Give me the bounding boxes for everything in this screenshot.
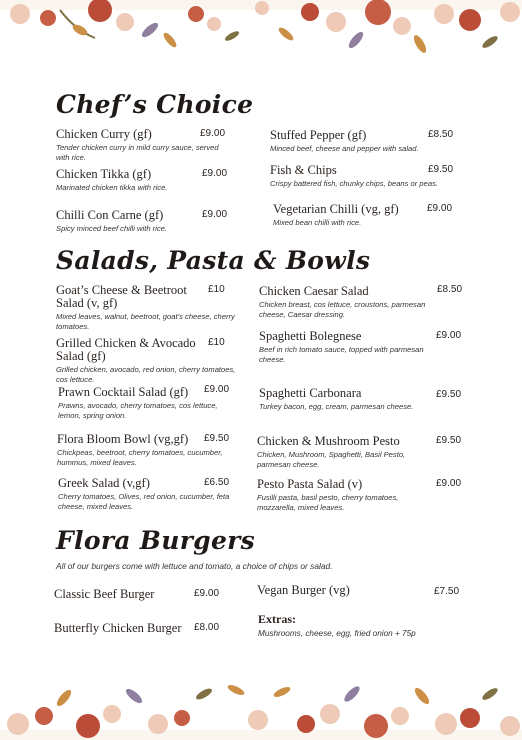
item-price: £9.00: [200, 128, 226, 139]
item-description: Cherry tomatoes, Olives, red onion, cucumber, feta cheese, mixed leaves.: [58, 492, 230, 511]
item-price: £9.00: [427, 203, 453, 214]
item-description: Spicy minced beef chilli with rice.: [56, 224, 167, 233]
item-description: Prawns, avocado, cherry tomatoes, cos lettuce, lemon, spring onion.: [58, 401, 218, 420]
section-title-burgers: Flora Burgers: [56, 526, 256, 555]
menu-item: [58, 477, 238, 512]
item-description: Turkey bacon, egg, cream, parmesan cheese.: [259, 402, 414, 411]
menu-item: [56, 209, 231, 234]
item-description: Minced beef, cheese and pepper with salad.: [270, 144, 419, 153]
item-description: Grilled chicken, avocado, red onion, cherry tomatoes, cos lettuce.: [56, 365, 236, 384]
menu-item: [54, 622, 224, 635]
item-name: Chicken Caesar Salad: [259, 284, 369, 298]
section-title-chefs-choice: Chef’s Choice: [56, 90, 254, 119]
item-description: Chickpeas, beetroot, cherry tomatoes, cucumber, hummus, mixed leaves.: [57, 448, 223, 467]
item-description: Marinated chicken tikka with rice.: [56, 183, 168, 192]
item-name: Prawn Cocktail Salad (gf): [58, 385, 189, 399]
menu-item: [56, 168, 231, 193]
item-name: Spaghetti Carbonara: [259, 386, 362, 400]
extras-text: Mushrooms, cheese, egg, fried onion + 75p: [258, 629, 416, 638]
menu-item: [58, 386, 238, 421]
section-title-salads: Salads, Pasta & Bowls: [56, 246, 371, 275]
item-name: Goat’s Cheese & Beetroot Salad (v, gf): [56, 283, 187, 310]
item-price: £9.00: [436, 478, 462, 489]
menu-item: [270, 129, 456, 154]
item-price: £9.00: [436, 330, 462, 341]
item-description: Fusilli pasta, basil pesto, cherry tomatoes, mozzarella, mixed leaves.: [257, 493, 399, 512]
menu-item: [56, 128, 231, 163]
item-price: £8.00: [194, 622, 220, 633]
item-price: £7.50: [434, 586, 460, 597]
item-description: Chicken breast, cos lettuce, croustons, parmesan cheese, Caesar dressing.: [259, 300, 426, 319]
menu-item: [270, 164, 456, 189]
item-price: £9.50: [204, 433, 230, 444]
top-floral-border: [0, 0, 522, 70]
item-name: Fish & Chips: [270, 163, 337, 177]
item-description: Crispy battered fish, chunky chips, beans or peas.: [270, 179, 438, 188]
menu-item: [259, 330, 464, 365]
item-name: Flora Bloom Bowl (vg,gf): [57, 432, 189, 446]
item-description: Mixed bean chilli with rice.: [273, 218, 362, 227]
item-description: Mixed leaves, walnut, beetroot, goat’s cheese, cherry tomatoes.: [56, 312, 235, 331]
item-price: £9.00: [202, 168, 228, 179]
item-name: Chicken Curry (gf): [56, 127, 152, 141]
item-price: £9.50: [436, 389, 462, 400]
item-name: Stuffed Pepper (gf): [270, 128, 367, 142]
item-description: Beef in rich tomato sauce, topped with parmesan cheese.: [259, 345, 424, 364]
item-description: Tender chicken curry in mild curry sauce, served with rice.: [56, 143, 219, 162]
menu-item: [257, 478, 462, 513]
item-name: Vegan Burger (vg): [257, 583, 350, 597]
menu-item: [259, 387, 464, 412]
menu-item: [257, 435, 462, 470]
menu-item: [273, 203, 459, 228]
item-price: £9.00: [202, 209, 228, 220]
item-name: Butterfly Chicken Burger: [54, 621, 182, 635]
extras-title: Extras:: [258, 612, 296, 626]
item-name: Chicken Tikka (gf): [56, 167, 152, 181]
menu-item: [57, 433, 237, 468]
menu-item: [259, 285, 464, 320]
item-name: Vegetarian Chilli (vg, gf): [273, 202, 399, 216]
item-price: £8.50: [437, 284, 463, 295]
item-price: £9.50: [436, 435, 462, 446]
item-name: Greek Salad (v,gf): [58, 476, 150, 490]
item-description: Chicken, Mushroom, Spaghetti, Basil Pesto, parmesan cheese.: [257, 450, 406, 469]
item-price: £10: [208, 284, 225, 295]
menu-item: [54, 588, 224, 601]
item-name: Pesto Pasta Salad (v): [257, 477, 363, 491]
item-price: £10: [208, 337, 225, 348]
item-name: Classic Beef Burger: [54, 587, 155, 601]
item-name: Chilli Con Carne (gf): [56, 208, 164, 222]
menu-item: [56, 284, 236, 332]
bottom-floral-border: [0, 668, 522, 740]
item-price: £8.50: [428, 129, 454, 140]
menu-item: [257, 584, 462, 597]
menu-item: [56, 337, 236, 385]
item-price: £9.50: [428, 164, 454, 175]
item-price: £6.50: [204, 477, 230, 488]
item-name: Grilled Chicken & Avocado Salad (gf): [56, 336, 196, 363]
item-name: Chicken & Mushroom Pesto: [257, 434, 400, 448]
burgers-note: All of our burgers come with lettuce and tomato, a choice of chips or salad.: [56, 561, 333, 571]
item-price: £9.00: [194, 588, 220, 599]
item-price: £9.00: [204, 384, 230, 395]
item-name: Spaghetti Bolegnese: [259, 329, 362, 343]
